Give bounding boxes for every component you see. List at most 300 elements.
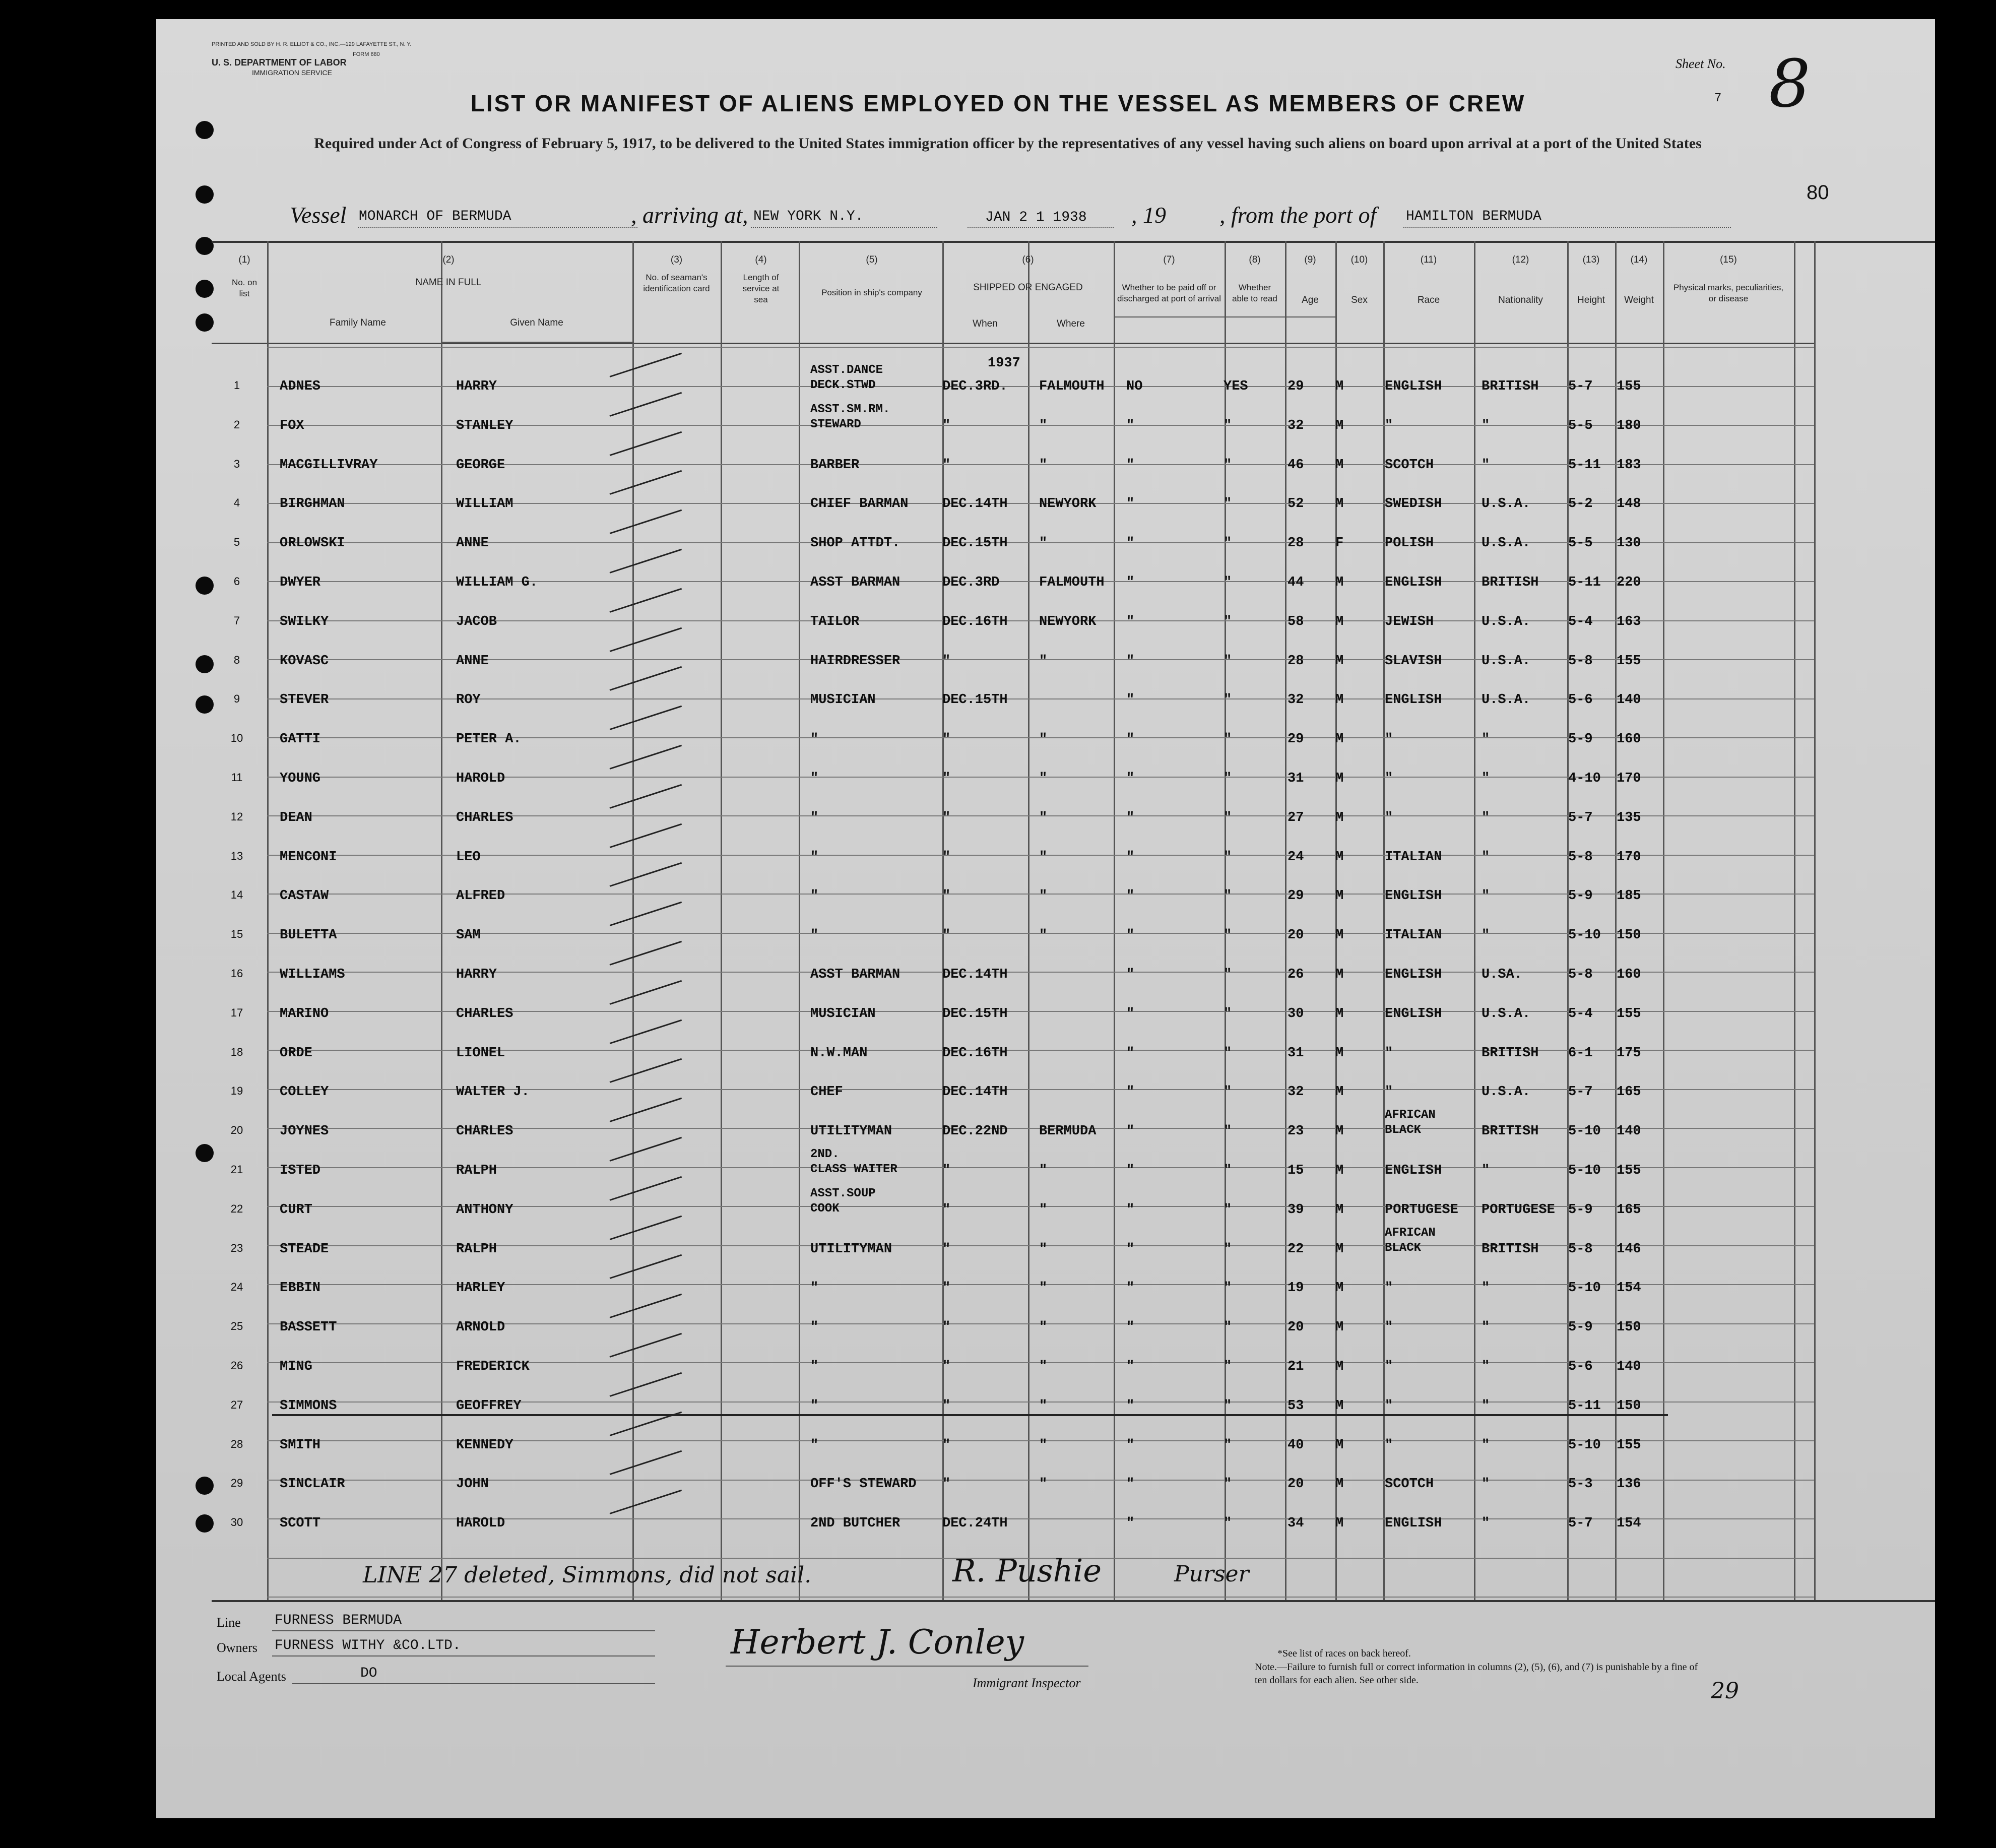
- row-number: 20: [230, 1124, 243, 1137]
- shipped-where: NEWYORK: [1039, 496, 1097, 512]
- col-11-header: Race: [1417, 295, 1440, 305]
- shipped-where: ": [1039, 810, 1048, 825]
- age: 20: [1287, 928, 1304, 943]
- col-3-number: (3): [670, 254, 683, 265]
- sheet-printed: 7: [1714, 92, 1722, 105]
- sex: M: [1335, 1045, 1344, 1061]
- able-to-read: ": [1224, 1202, 1232, 1218]
- shipped-where: ": [1039, 1241, 1048, 1257]
- weight: 160: [1617, 732, 1641, 747]
- family-name: DEAN: [280, 810, 312, 825]
- paid-off: ": [1126, 536, 1135, 551]
- family-name: DWYER: [280, 575, 321, 590]
- given-name: ANNE: [456, 653, 489, 669]
- shipped-when: DEC.24TH: [942, 1516, 1008, 1532]
- weight: 150: [1617, 1398, 1641, 1414]
- departure-port: HAMILTON BERMUDA: [1406, 209, 1541, 224]
- row-number: 5: [233, 536, 240, 549]
- shipped-when: DEC.3RD.: [942, 379, 1008, 394]
- given-name: JOHN: [456, 1477, 489, 1492]
- col-10-header: Sex: [1351, 295, 1368, 305]
- sheet-label: Sheet No.: [1676, 56, 1726, 71]
- given-name: ANTHONY: [456, 1202, 513, 1218]
- height: 5-9: [1568, 1320, 1593, 1335]
- line-label: Line: [217, 1615, 241, 1630]
- height: 5-5: [1568, 418, 1593, 433]
- col-5-number: (5): [866, 254, 878, 265]
- local-agents: DO: [360, 1666, 377, 1681]
- grid-column-line: [1567, 241, 1569, 1602]
- paid-off: ": [1126, 653, 1135, 669]
- sex: F: [1335, 536, 1344, 551]
- position: ": [810, 888, 819, 904]
- family-name: BULETTA: [280, 928, 337, 943]
- shipped-where: ": [1039, 1398, 1048, 1414]
- race: ": [1385, 1359, 1393, 1374]
- col-3-header: No. of seaman's identification card: [643, 273, 710, 293]
- row-number: 23: [230, 1241, 243, 1254]
- sex: M: [1335, 1124, 1344, 1139]
- position: CHEF: [810, 1085, 843, 1100]
- given-name: RALPH: [456, 1241, 497, 1257]
- position: ASST BARMAN: [810, 575, 900, 590]
- paid-off: ": [1126, 1124, 1135, 1139]
- family-name: BIRGHMAN: [280, 496, 345, 512]
- binder-hole: [196, 313, 214, 332]
- shipped-where: ": [1039, 888, 1048, 904]
- age: 19: [1287, 1281, 1304, 1296]
- race: ": [1385, 1398, 1393, 1414]
- given-name: SAM: [456, 928, 481, 943]
- shipped-where: ": [1039, 457, 1048, 473]
- grid-column-line: [1794, 241, 1795, 1602]
- weight: 155: [1617, 1437, 1641, 1453]
- given-name: ANNE: [456, 536, 489, 551]
- sex: M: [1335, 1516, 1344, 1532]
- race: ENGLISH: [1385, 575, 1442, 590]
- weight: 163: [1617, 614, 1641, 629]
- weight: 150: [1617, 1320, 1641, 1335]
- row-number: 9: [233, 692, 240, 706]
- shipped-where: ": [1039, 732, 1048, 747]
- nationality: U.S.A.: [1482, 1085, 1531, 1100]
- height: 5-5: [1568, 536, 1593, 551]
- able-to-read: ": [1224, 496, 1232, 512]
- family-name: JOYNES: [280, 1124, 329, 1139]
- paid-off: ": [1126, 928, 1135, 943]
- binder-hole: [196, 121, 214, 139]
- given-name: HARRY: [456, 967, 497, 982]
- col-14-number: (14): [1630, 254, 1648, 265]
- service: IMMIGRATION SERVICE: [252, 69, 332, 77]
- grid-column-line: [1114, 241, 1115, 1602]
- shipped-when: ": [942, 1202, 951, 1218]
- able-to-read: ": [1224, 418, 1232, 433]
- shipped-where: ": [1039, 1202, 1048, 1218]
- row-number: 4: [233, 496, 240, 509]
- binder-hole: [196, 280, 214, 298]
- col-10-number: (10): [1350, 254, 1368, 265]
- col-2-header: NAME IN FULL: [415, 277, 482, 288]
- race: ITALIAN: [1385, 849, 1442, 865]
- nationality: ": [1482, 732, 1490, 747]
- col-4-number: (4): [755, 254, 767, 265]
- arrival-port: NEW YORK N.Y.: [753, 209, 864, 224]
- grid-column-line: [942, 241, 944, 1602]
- row-number: 24: [230, 1281, 243, 1294]
- nationality: PORTUGESE: [1482, 1202, 1555, 1218]
- paid-off: ": [1126, 1477, 1135, 1492]
- nationality: BRITISH: [1482, 1124, 1539, 1139]
- height: 5-11: [1568, 457, 1601, 473]
- weight: 165: [1617, 1085, 1641, 1100]
- deletion-annotation: LINE 27 deleted, Simmons, did not sail.: [363, 1562, 812, 1588]
- shipped-where: NEWYORK: [1039, 614, 1097, 629]
- age: 40: [1287, 1437, 1304, 1453]
- position: OFF'S STEWARD: [810, 1477, 917, 1492]
- family-name: SIMMONS: [280, 1398, 337, 1414]
- paid-off: ": [1126, 967, 1135, 982]
- shipped-when: DEC.16TH: [942, 614, 1008, 629]
- shipped-when: ": [942, 928, 951, 943]
- row-number: 2: [233, 418, 240, 431]
- row-number: 13: [230, 849, 243, 862]
- nationality: ": [1482, 1281, 1490, 1296]
- printer-line: PRINTED AND SOLD BY H. R. ELLIOT & CO., INC.—129 LAFAYETTE ST., N. Y.: [212, 41, 412, 47]
- col-15-header: Physical marks, peculiarities, or disease: [1673, 283, 1784, 303]
- family-name: ORLOWSKI: [280, 536, 345, 551]
- race: AFRICAN BLACK: [1385, 1108, 1436, 1137]
- position: ": [810, 1437, 819, 1453]
- col-11-number: (11): [1420, 254, 1437, 265]
- sex: M: [1335, 810, 1344, 825]
- height: 5-9: [1568, 1202, 1593, 1218]
- age: 26: [1287, 967, 1304, 982]
- row-number: 21: [230, 1163, 243, 1176]
- nationality: U.S.A.: [1482, 1006, 1531, 1022]
- sex: M: [1335, 928, 1344, 943]
- family-name: STEADE: [280, 1241, 329, 1257]
- row-number: 15: [230, 928, 243, 941]
- grid-column-line: [721, 241, 722, 1602]
- able-to-read: ": [1224, 1163, 1232, 1178]
- nationality: U.S.A.: [1482, 536, 1531, 551]
- paid-off: ": [1126, 1320, 1135, 1335]
- age: 32: [1287, 1085, 1304, 1100]
- position: ": [810, 928, 819, 943]
- height: 5-2: [1568, 496, 1593, 512]
- paid-off: ": [1126, 1202, 1135, 1218]
- position: ASST.DANCE DECK.STWD: [810, 363, 883, 392]
- nationality: ": [1482, 1516, 1490, 1532]
- arriving-label: , arriving at,: [631, 202, 748, 228]
- height: 6-1: [1568, 1045, 1593, 1061]
- nationality: ": [1482, 457, 1490, 473]
- nationality: ": [1482, 810, 1490, 825]
- family-name: FOX: [280, 418, 304, 433]
- position: ": [810, 771, 819, 786]
- sex: M: [1335, 1006, 1344, 1022]
- position: ": [810, 1398, 819, 1414]
- given-name: ALFRED: [456, 888, 505, 904]
- given-name: JACOB: [456, 614, 497, 629]
- given-name: WILLIAM: [456, 496, 513, 512]
- header-divider: [441, 342, 632, 343]
- inspector-signature: Herbert J. Conley: [731, 1623, 1024, 1662]
- position: MUSICIAN: [810, 1006, 876, 1022]
- nationality: U.S.A.: [1482, 653, 1531, 669]
- race: SCOTCH: [1385, 1477, 1434, 1492]
- family-name: COLLEY: [280, 1085, 329, 1100]
- weight: 146: [1617, 1241, 1641, 1257]
- weight: 140: [1617, 1359, 1641, 1374]
- age: 20: [1287, 1477, 1304, 1492]
- grid-column-line: [267, 241, 269, 1602]
- col-13-header: Height: [1577, 295, 1605, 305]
- family-name: SCOTT: [280, 1516, 321, 1532]
- age: 23: [1287, 1124, 1304, 1139]
- binder-hole: [196, 1477, 214, 1495]
- age: 24: [1287, 849, 1304, 865]
- shipped-when: DEC.14TH: [942, 967, 1008, 982]
- footer-rule: [212, 1600, 1935, 1602]
- paid-off: ": [1126, 1281, 1135, 1296]
- shipped-when: ": [942, 1163, 951, 1178]
- paid-off: ": [1126, 1006, 1135, 1022]
- family-name: ORDE: [280, 1045, 312, 1061]
- race: SCOTCH: [1385, 457, 1434, 473]
- family-name: MACGILLIVRAY: [280, 457, 378, 473]
- family-name: MARINO: [280, 1006, 329, 1022]
- able-to-read: ": [1224, 1320, 1232, 1335]
- nationality: ": [1482, 1320, 1490, 1335]
- shipped-where: ": [1039, 771, 1048, 786]
- sex: M: [1335, 1163, 1344, 1178]
- position: ": [810, 732, 819, 747]
- shipped-when: ": [942, 732, 951, 747]
- form-number: FORM 680: [353, 51, 380, 57]
- paid-off: ": [1126, 692, 1135, 708]
- nationality: ": [1482, 1359, 1490, 1374]
- position: ": [810, 1281, 819, 1296]
- given-name: ARNOLD: [456, 1320, 505, 1335]
- age: 34: [1287, 1516, 1304, 1532]
- race: ENGLISH: [1385, 1516, 1442, 1532]
- paid-off: NO: [1126, 379, 1143, 394]
- row-number: 27: [230, 1398, 243, 1411]
- shipped-when: ": [942, 653, 951, 669]
- page-number: 29: [1711, 1678, 1739, 1704]
- position: ASST BARMAN: [810, 967, 900, 982]
- grid-column-line: [1615, 241, 1617, 1602]
- weight: 140: [1617, 1124, 1641, 1139]
- sex: M: [1335, 1359, 1344, 1374]
- given-name: PETER A.: [456, 732, 522, 747]
- shipped-when: DEC.15TH: [942, 1006, 1008, 1022]
- col-7-header: Whether to be paid off or discharged at port of arrival: [1117, 283, 1221, 303]
- height: 5-10: [1568, 1124, 1601, 1139]
- row-number: 26: [230, 1359, 243, 1372]
- grid-column-line: [632, 241, 634, 1602]
- age: 32: [1287, 692, 1304, 708]
- given-name: CHARLES: [456, 1124, 513, 1139]
- family-name: CURT: [280, 1202, 312, 1218]
- weight: 180: [1617, 418, 1641, 433]
- paid-off: ": [1126, 418, 1135, 433]
- family-name: WILLIAMS: [280, 967, 345, 982]
- weight: 130: [1617, 536, 1641, 551]
- row-number: 22: [230, 1202, 243, 1215]
- col-6-when: When: [973, 318, 998, 329]
- binder-hole: [196, 655, 214, 673]
- height: 5-10: [1568, 1281, 1601, 1296]
- nationality: ": [1482, 1398, 1490, 1414]
- nationality: ": [1482, 849, 1490, 865]
- position: BARBER: [810, 457, 860, 473]
- given-name: CHARLES: [456, 1006, 513, 1022]
- age: 31: [1287, 1045, 1304, 1061]
- sex: M: [1335, 888, 1344, 904]
- shipped-where: ": [1039, 1163, 1048, 1178]
- position: N.W.MAN: [810, 1045, 868, 1061]
- position: MUSICIAN: [810, 692, 876, 708]
- race: ENGLISH: [1385, 967, 1442, 982]
- shipped-when: DEC.16TH: [942, 1045, 1008, 1061]
- races-note: *See list of races on back hereof.: [1277, 1648, 1411, 1659]
- position: UTILITYMAN: [810, 1124, 892, 1139]
- able-to-read: YES: [1224, 379, 1248, 394]
- shipped-when: DEC.22ND: [942, 1124, 1008, 1139]
- col-8-header: Whether able to read: [1232, 283, 1277, 303]
- shipped-where: ": [1039, 1320, 1048, 1335]
- weight: 148: [1617, 496, 1641, 512]
- able-to-read: ": [1224, 692, 1232, 708]
- shipped-when: ": [942, 418, 951, 433]
- shipped-when: ": [942, 457, 951, 473]
- row-number: 7: [233, 614, 240, 627]
- paid-off: ": [1126, 575, 1135, 590]
- paid-off: ": [1126, 849, 1135, 865]
- page-title: LIST OR MANIFEST OF ALIENS EMPLOYED ON THE VESSEL AS MEMBERS OF CREW: [470, 90, 1526, 116]
- paid-off: ": [1126, 1516, 1135, 1532]
- weight: 165: [1617, 1202, 1641, 1218]
- position: UTILITYMAN: [810, 1241, 892, 1257]
- family-name: MENCONI: [280, 849, 337, 865]
- able-to-read: ": [1224, 536, 1232, 551]
- height: 5-7: [1568, 379, 1593, 394]
- col-2-number: (2): [442, 254, 455, 265]
- height: 5-6: [1568, 692, 1593, 708]
- given-name: GEOFFREY: [456, 1398, 522, 1414]
- nationality: U.S.A.: [1482, 614, 1531, 629]
- height: 5-11: [1568, 575, 1601, 590]
- able-to-read: ": [1224, 1437, 1232, 1453]
- paid-off: ": [1126, 732, 1135, 747]
- weight: 154: [1617, 1516, 1641, 1532]
- row-number: 11: [231, 771, 243, 784]
- able-to-read: ": [1224, 1398, 1232, 1414]
- requirement-text: Required under Act of Congress of February 5, 1917, to be delivered to the United States immigration officer by the representatives of any vessel having such aliens on board upon arrival at a port of the United States: [314, 135, 1702, 152]
- col-7-number: (7): [1163, 254, 1175, 265]
- position: SHOP ATTDT.: [810, 536, 900, 551]
- race: ENGLISH: [1385, 379, 1442, 394]
- paid-off: ": [1126, 1045, 1135, 1061]
- paid-off: ": [1126, 1359, 1135, 1374]
- height: 5-10: [1568, 928, 1601, 943]
- binder-hole: [196, 695, 214, 714]
- height: 5-7: [1568, 1516, 1593, 1532]
- department: U. S. DEPARTMENT OF LABOR: [212, 57, 347, 68]
- shipped-where: ": [1039, 849, 1048, 865]
- owners: FURNESS WITHY &CO.LTD.: [275, 1638, 461, 1653]
- nationality: ": [1482, 1163, 1490, 1178]
- race: ": [1385, 1045, 1393, 1061]
- sex: M: [1335, 1241, 1344, 1257]
- crew-table: [212, 241, 1935, 1602]
- weight: 220: [1617, 575, 1641, 590]
- race: JEWISH: [1385, 614, 1434, 629]
- sex: M: [1335, 457, 1344, 473]
- row-number: 1: [233, 379, 240, 392]
- race: ": [1385, 1085, 1393, 1100]
- weight: 155: [1617, 379, 1641, 394]
- row-number: 18: [230, 1045, 243, 1058]
- position: ": [810, 1359, 819, 1374]
- inspector-label: Immigrant Inspector: [973, 1676, 1081, 1690]
- grid-column-line: [1474, 241, 1475, 1602]
- col-15-number: (15): [1720, 254, 1737, 265]
- able-to-read: ": [1224, 653, 1232, 669]
- row-number: 3: [233, 457, 240, 470]
- age: 58: [1287, 614, 1304, 629]
- given-name: HARLEY: [456, 1281, 505, 1296]
- position: ": [810, 1320, 819, 1335]
- sex: M: [1335, 967, 1344, 982]
- year-note: 1937: [988, 356, 1020, 371]
- penalty-note: Note.—Failure to furnish full or correct information in columns (2), (5), (6), and (7) is punishable by a fine of ten dollars for each alien. See other side.: [1255, 1662, 1698, 1686]
- grid-column-line: [1663, 241, 1664, 1602]
- age: 31: [1287, 771, 1304, 786]
- grid-row-line: [267, 1597, 1814, 1598]
- row-number: 28: [230, 1437, 243, 1450]
- shipped-when: ": [942, 1477, 951, 1492]
- family-name: GATTI: [280, 732, 321, 747]
- race: POLISH: [1385, 536, 1434, 551]
- shipped-when: DEC.14TH: [942, 496, 1008, 512]
- position: CHIEF BARMAN: [810, 496, 909, 512]
- age: 52: [1287, 496, 1304, 512]
- shipping-line: FURNESS BERMUDA: [275, 1613, 402, 1628]
- race: ": [1385, 418, 1393, 433]
- age: 32: [1287, 418, 1304, 433]
- nationality: ": [1482, 418, 1490, 433]
- position: 2ND. CLASS WAITER: [810, 1148, 897, 1176]
- shipped-where: ": [1039, 1437, 1048, 1453]
- given-name: HARRY: [456, 379, 497, 394]
- position: ASST.SOUP COOK: [810, 1186, 876, 1216]
- able-to-read: ": [1224, 849, 1232, 865]
- height: 5-11: [1568, 1398, 1601, 1414]
- grid-column-line: [1814, 241, 1816, 1602]
- nationality: BRITISH: [1482, 575, 1539, 590]
- able-to-read: ": [1224, 1281, 1232, 1296]
- binder-hole: [196, 237, 214, 255]
- shipped-where: BERMUDA: [1039, 1124, 1097, 1139]
- shipped-where: FALMOUTH: [1039, 379, 1105, 394]
- able-to-read: ": [1224, 1516, 1232, 1532]
- sheet-handwritten: 8: [1769, 45, 1811, 122]
- nationality: BRITISH: [1482, 379, 1539, 394]
